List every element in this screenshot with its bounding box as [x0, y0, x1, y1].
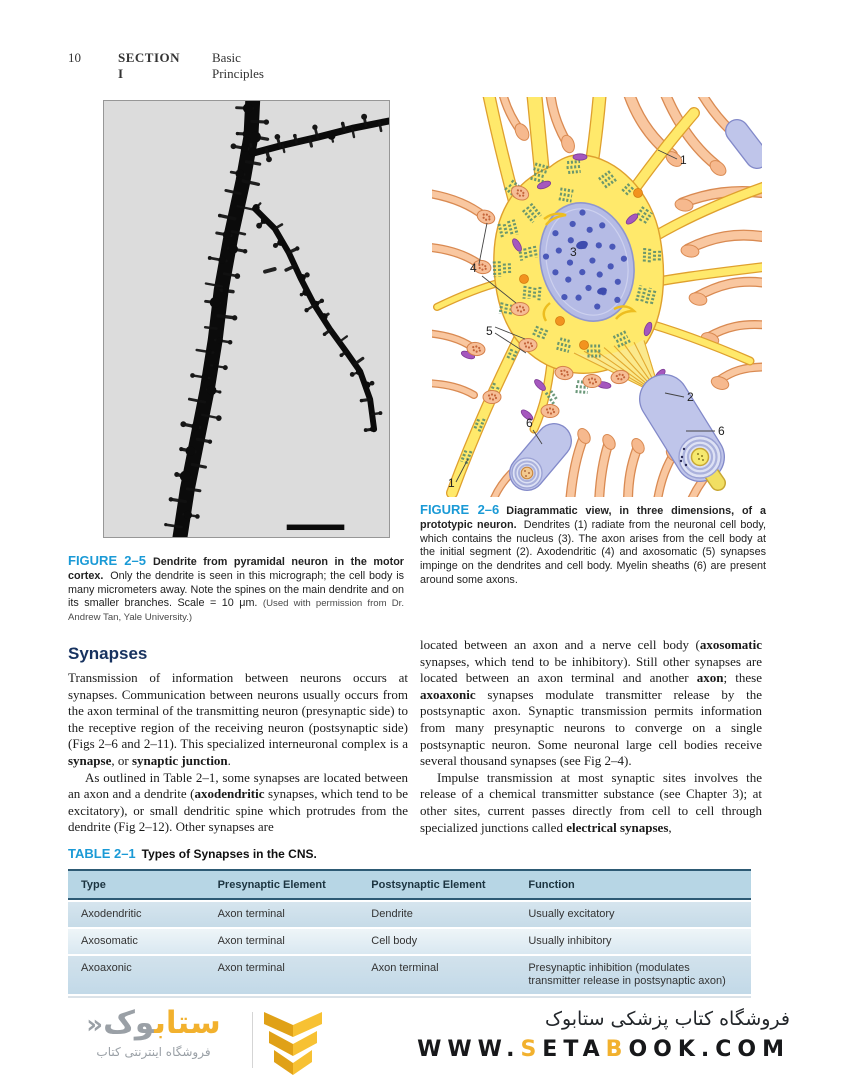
store-name-farsi: فروشگاه کتاب پزشکی ستابوک	[544, 1008, 790, 1030]
brand-wordmark	[66, 1006, 241, 1042]
table-body	[68, 900, 751, 999]
setabook-logo	[66, 1006, 241, 1059]
marker-nucleus: 3	[570, 245, 577, 259]
figure-2-5-caption-text: Only the dendrite is seen in this micrograph; the cell body is many micrometers away. Note the spines on the main dendrite and on its smaller branches. Scale = 10 μm.	[68, 569, 404, 610]
table-2-1-title-text: Types of Synapses in the CNS.	[141, 847, 317, 861]
table-cell: Dendrite	[371, 908, 413, 920]
table-2-1-label: TABLE 2–1	[68, 846, 136, 861]
table-cell: Axosomatic	[81, 935, 138, 947]
dendrite-drawing	[164, 101, 389, 537]
table-row	[68, 954, 751, 994]
dendrite-micrograph	[104, 101, 389, 537]
figure-2-6-caption	[420, 503, 766, 588]
marker-dendrite: 1	[680, 153, 687, 167]
figure-2-5-credit: (Used with permission from Dr. Andrew Tan, Yale University.)	[68, 598, 404, 624]
paragraph-4: Impulse transmission at most synaptic sites involves the release of a chemical transmitter substance (see Chapter 3); at other sites, current passes directly from cell to cell through specialized junctions called electrical synapses,	[420, 769, 762, 835]
table-row	[68, 927, 751, 954]
paragraph-1: Transmission of information between neurons occurs at synapses. Communication between neurons usually occurs from the axon terminal of the transmitting neuron (presynaptic side) to the receptive region of the receiving neuron (postsynaptic side) (Figs 2–6 and 2–11). This specialized interneuronal complex is a synapse, or synaptic junction.	[68, 670, 408, 768]
figure-2-5-caption-bold: Dendrite from pyramidal neuron in the motor cortex.	[68, 556, 404, 582]
marker-axodendritic: 4	[470, 261, 477, 275]
table-cell: Axoaxonic	[81, 962, 132, 974]
brand-wordmark-gold: ستاب‍	[154, 1005, 221, 1041]
table-cell: Axon terminal	[217, 908, 285, 920]
figure-2-6-image	[432, 97, 762, 497]
table-cell: Axon terminal	[217, 962, 285, 974]
paragraph-3: located between an axon and a nerve cell body (axosomatic synapses, which tend to be inhibitory). Still other synapses are located between an axon terminal and another axon; these axoaxonic synapses modulate transmitter release by the postsynaptic axon. Synaptic transmission permits information from many presynaptic neurons to converge on a single postsynaptic neuron. Some neuronal large cell bodies receive several thousand synapses (see Fig 2–4).	[420, 637, 762, 769]
brand-wordmark-gray: ‍وک	[103, 1005, 155, 1041]
table-header-cell: Presynaptic Element	[217, 879, 326, 891]
right-text-column	[420, 637, 762, 836]
synapse-table	[68, 869, 751, 999]
figure-2-6-label: FIGURE 2–6	[420, 502, 500, 517]
chevron-shield-icon	[264, 1012, 322, 1078]
brand-subtitle: فروشگاه اینترنتی کتاب	[96, 1045, 211, 1059]
page-number: 10	[68, 50, 81, 65]
figure-2-6-caption-text: Dendrites (1) radiate from the neuronal cell body, which contains the nucleus (3). The axon arises from the cell body at the initial segment (2). Axodendritic (4) and axosomatic (5) synapses impinge on the dendrites and cell body. Myelin sheaths (6) are present around some axons.	[420, 518, 767, 586]
marker-myelin: 6	[718, 424, 725, 438]
leader-line	[479, 223, 487, 264]
table-cell: Cell body	[371, 935, 418, 947]
footer	[0, 998, 851, 1080]
table-header-cell: Function	[528, 879, 575, 891]
footer-right-block	[417, 1008, 790, 1062]
brand-guillemet: «	[86, 1010, 104, 1040]
marker-dendrite: 1	[448, 476, 455, 490]
synapses-heading: Synapses	[68, 644, 148, 663]
table-header-cell: Type	[81, 879, 106, 891]
synapse-table-container	[68, 869, 751, 999]
table-cell: Usually excitatory	[528, 908, 615, 920]
marker-axosomatic: 5	[486, 324, 493, 338]
scale-bar	[287, 525, 345, 530]
table-header-cell: Postsynaptic Element	[371, 879, 486, 891]
table-cell: Axodendritic	[81, 908, 142, 920]
table-cell: Usually inhibitory	[528, 935, 612, 947]
setabook-url: WWW.SETABOOK.COM	[417, 1037, 790, 1062]
neuron-illustration	[432, 97, 762, 497]
section-title: Basic Principles	[212, 50, 264, 81]
figure-2-5-image	[103, 100, 390, 538]
figure-2-5-label: FIGURE 2–5	[68, 553, 146, 568]
left-text-column	[68, 670, 408, 836]
table-cell: Presynaptic inhibition (modulates transmitter release in postsynaptic axon)	[528, 962, 726, 987]
table-cell: Axon terminal	[217, 935, 285, 947]
table-header-row	[68, 869, 751, 900]
marker-myelin: 6	[526, 416, 533, 430]
marker-initial-segment: 2	[687, 390, 694, 404]
figure-2-5-caption	[68, 554, 404, 625]
neuron-diagram	[432, 97, 762, 497]
paragraph-2: As outlined in Table 2–1, some synapses are located between an axon and a dendrite (axodendritic synapses, which tend to be excitatory), or small dendritic spine which protrudes from the dendrite (Fig 2–12). Other synapses are	[68, 769, 408, 835]
table-row	[68, 900, 751, 927]
table-cell: Axon terminal	[371, 962, 439, 974]
table-2-1-title	[68, 846, 317, 861]
figure-2-6-caption-bold: Diagrammatic view, in three dimensions, of a prototypic neuron.	[420, 505, 766, 531]
logo-divider	[252, 1012, 253, 1068]
section-label: SECTION I	[118, 50, 181, 81]
